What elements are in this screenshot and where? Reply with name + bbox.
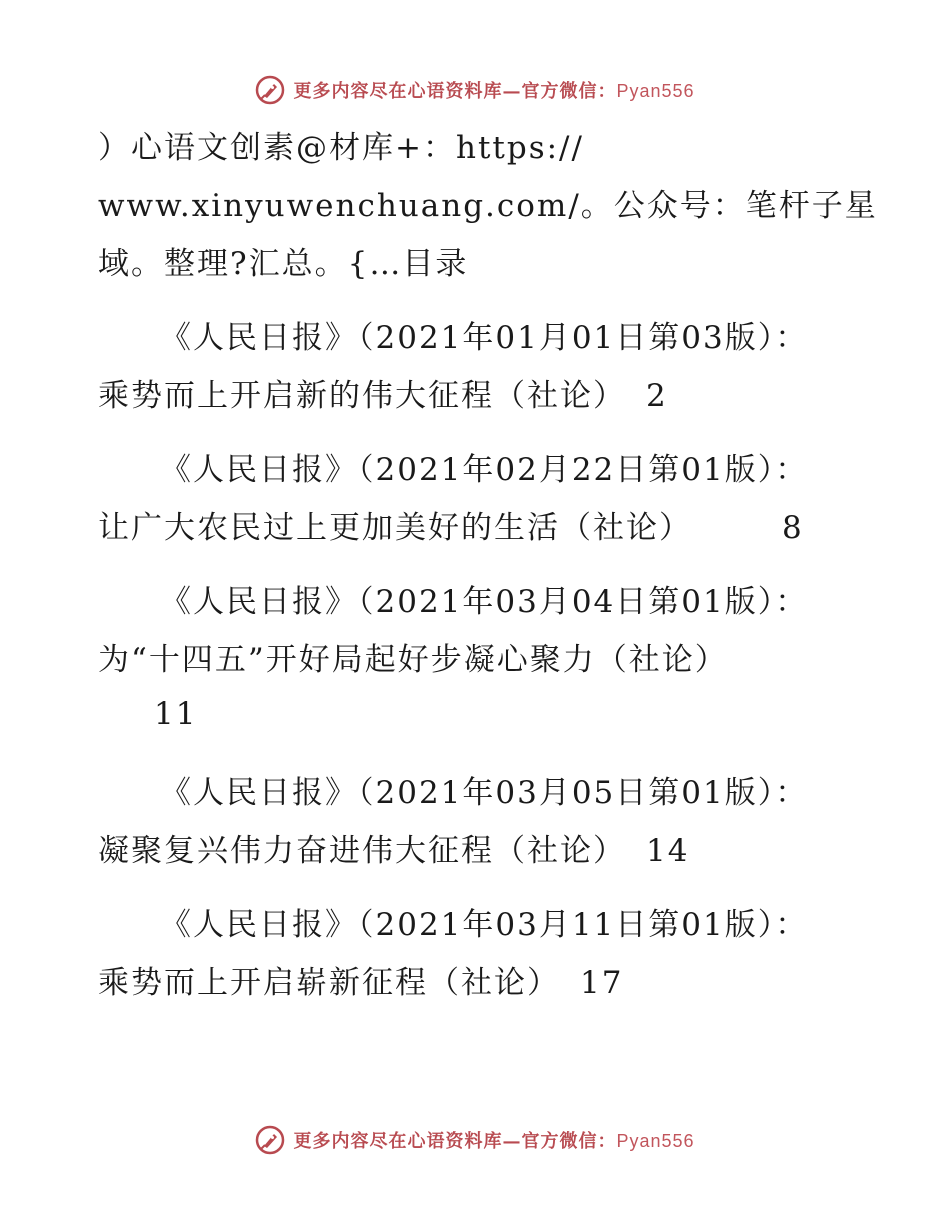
intro-line: www.xinyuwenchuang.com/。公众号：笔杆子星 xyxy=(98,188,878,224)
toc-title: 为“十四五”开好局起好步凝心聚力（社论） xyxy=(98,642,728,678)
toc-title-line xyxy=(98,822,858,880)
toc-entry[interactable] xyxy=(98,309,858,425)
pen-nib-logo-icon xyxy=(255,75,285,105)
toc-title: 让广大农民过上更加美好的生活（社论） xyxy=(98,510,692,546)
toc-entry[interactable] xyxy=(98,764,858,880)
toc-source: 《人民日报》（2021年03月04日第01版）： xyxy=(160,584,809,620)
intro-paragraph xyxy=(98,119,878,293)
header-banner xyxy=(0,70,950,110)
toc-title: 凝聚复兴伟力奋进伟大征程（社论） xyxy=(98,833,626,869)
toc-page-number: 11 xyxy=(154,696,198,732)
toc-title: 乘势而上开启崭新征程（社论） xyxy=(98,965,560,1001)
footer-banner xyxy=(0,1120,950,1160)
toc-page-number: 17 xyxy=(580,965,624,1001)
banner-wechat-id: Pyan556 xyxy=(616,81,695,101)
toc-entry[interactable] xyxy=(98,896,858,1012)
toc-title-line xyxy=(98,499,858,557)
toc-source: 《人民日报》（2021年03月05日第01版）： xyxy=(160,775,809,811)
toc-page-number: 2 xyxy=(646,378,668,414)
toc-source: 《人民日报》（2021年01月01日第03版）： xyxy=(160,320,809,356)
intro-line: ）心语文创素@材库+：https:// xyxy=(98,130,584,166)
toc-source: 《人民日报》（2021年02月22日第01版）： xyxy=(160,452,809,488)
pen-nib-logo-icon xyxy=(255,1125,285,1155)
toc-source: 《人民日报》（2021年03月11日第01版）： xyxy=(160,907,809,943)
toc-entry[interactable] xyxy=(98,441,858,557)
banner-slogan: 更多内容尽在心语资料库—官方微信： xyxy=(293,81,617,102)
toc-title-line xyxy=(98,367,858,425)
banner-wechat-id: Pyan556 xyxy=(616,1131,695,1151)
toc-title-line xyxy=(98,954,858,1012)
banner-text xyxy=(293,1127,694,1153)
banner-text xyxy=(293,77,694,103)
intro-line: 域。整理?汇总。{…目录 xyxy=(98,246,469,282)
toc-entry[interactable] xyxy=(98,573,858,739)
toc-page-number: 14 xyxy=(646,833,690,869)
toc-title: 乘势而上开启新的伟大征程（社论） xyxy=(98,378,626,414)
toc-page-number: 8 xyxy=(782,510,804,546)
banner-slogan: 更多内容尽在心语资料库—官方微信： xyxy=(293,1131,617,1152)
